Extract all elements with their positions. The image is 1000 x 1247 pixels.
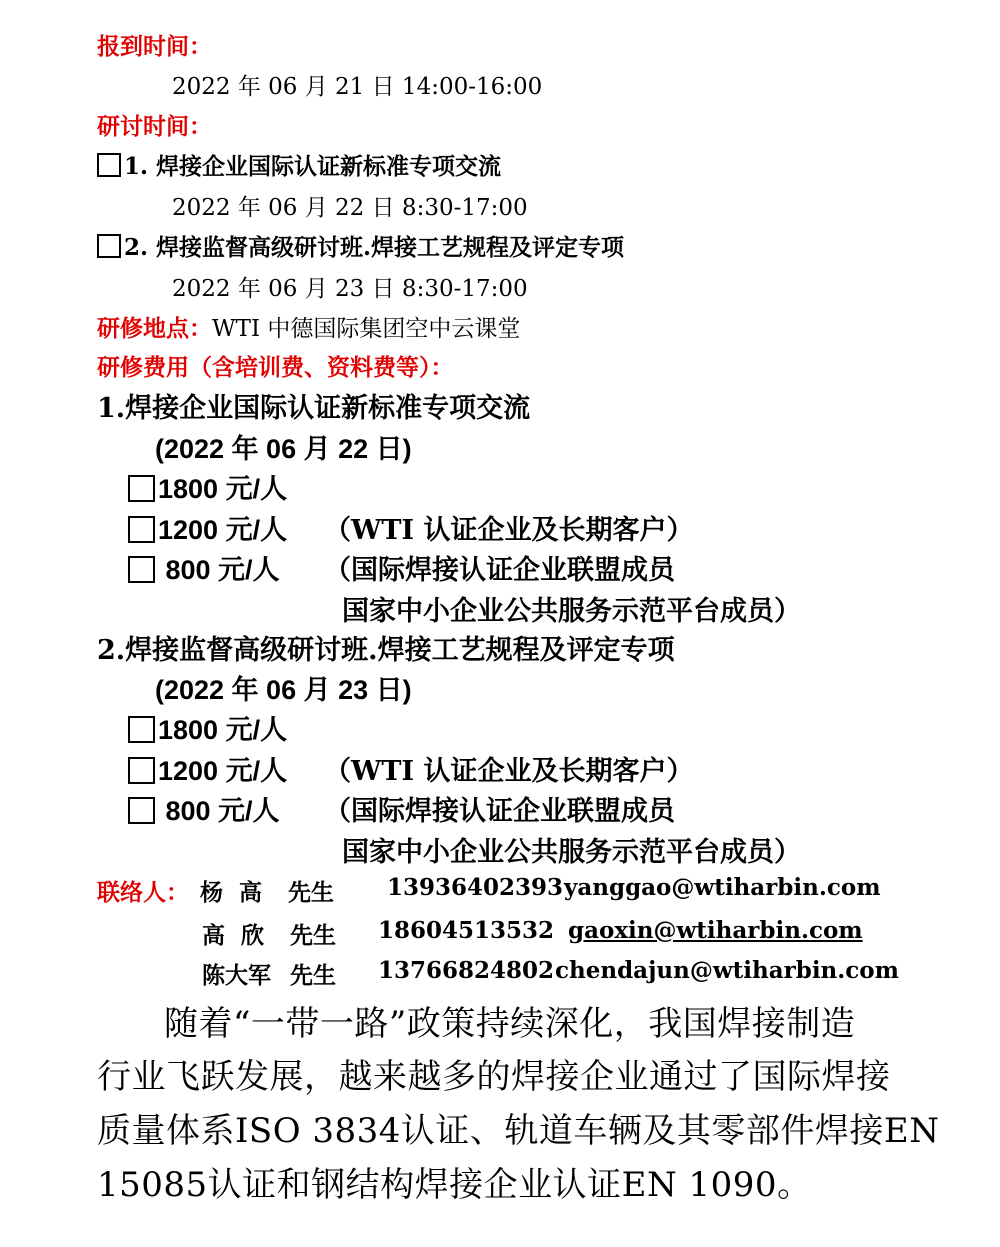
fee-section-1-title: 1.焊接企业国际认证新标准专项交流 [97, 393, 531, 424]
fee-2-option-3-price: 800 元/人 [158, 796, 280, 826]
register-time: 2022 年 06 月 21 日 14:00-16:00 [172, 74, 543, 100]
fee-1-option-3-note: （国际焊接认证企业联盟成员 [324, 555, 675, 586]
fee-1-option-3[interactable] [128, 548, 280, 587]
paragraph-line: 质量体系ISO 3834认证、轨道车辆及其零部件焊接EN [97, 1111, 940, 1151]
fee-2-option-3-note: （国际焊接认证企业联盟成员 [324, 796, 675, 827]
location-row [97, 310, 520, 343]
contact-title: 先生 [290, 962, 336, 989]
contact-phone: 13936402393 [387, 874, 564, 901]
fee-2-option-3[interactable] [128, 789, 280, 828]
paragraph-line: 行业飞跃发展，越来越多的焊接企业通过了国际焊接 [97, 1057, 891, 1097]
paragraph-line: 15085认证和钢结构焊接企业认证EN 1090。 [97, 1165, 812, 1205]
fee-1-option-1-checkbox[interactable] [128, 475, 155, 502]
fee-2-option-3-checkbox[interactable] [128, 797, 155, 824]
seminar-label: 研讨时间： [97, 113, 212, 140]
contact-name: 陈大军 [202, 962, 271, 989]
fee-2-option-1-checkbox[interactable] [128, 716, 155, 743]
fee-2-option-2[interactable] [128, 749, 287, 788]
contact-phone: 13766824802 [378, 957, 555, 984]
fee-section-2-date: (2022 年 06 月 23 日) [155, 675, 412, 705]
fee-1-option-3-note2: 国家中小企业公共服务示范平台成员） [342, 596, 801, 627]
fee-2-option-1[interactable] [128, 708, 287, 747]
register-label: 报到时间： [97, 33, 212, 60]
contact-phone: 18604513532 [378, 917, 555, 944]
fee-1-option-3-checkbox[interactable] [128, 556, 155, 583]
seminar-1-title: 1. 焊接企业国际认证新标准专项交流 [124, 153, 502, 180]
location-label: 研修地点： [97, 315, 212, 342]
contact-email[interactable]: chendajun@wtiharbin.com [555, 957, 899, 984]
fee-1-option-2-checkbox[interactable] [128, 516, 155, 543]
seminar-1-time: 2022 年 06 月 22 日 8:30-17:00 [172, 195, 528, 221]
contact-title: 先生 [288, 879, 334, 906]
fee-1-option-1[interactable] [128, 467, 287, 506]
seminar-option-1[interactable] [97, 148, 501, 181]
fee-section-2-title: 2.焊接监督高级研讨班.焊接工艺规程及评定专项 [97, 635, 675, 666]
fee-1-option-3-price: 800 元/人 [158, 555, 280, 585]
fee-1-option-2[interactable] [128, 508, 287, 547]
seminar-1-checkbox[interactable] [97, 153, 121, 177]
fee-2-option-2-note: （WTI 认证企业及长期客户） [324, 756, 694, 787]
contacts-label: 联络人： [97, 879, 189, 906]
paragraph-line: 随着“一带一路”政策持续深化，我国焊接制造 [164, 1004, 856, 1044]
fee-2-option-3-note2: 国家中小企业公共服务示范平台成员） [342, 837, 801, 868]
seminar-2-time: 2022 年 06 月 23 日 8:30-17:00 [172, 276, 528, 302]
fees-label: 研修费用（含培训费、资料费等）： [97, 354, 454, 381]
seminar-2-title: 2. 焊接监督高级研讨班.焊接工艺规程及评定专项 [124, 234, 625, 261]
contact-row [0, 874, 1000, 904]
contact-row [0, 957, 1000, 987]
fee-1-option-2-price: 1200 元/人 [158, 515, 288, 545]
contact-row [0, 917, 1000, 947]
contact-name: 杨 高 [200, 879, 263, 906]
seminar-2-checkbox[interactable] [97, 234, 121, 258]
fee-2-option-2-checkbox[interactable] [128, 757, 155, 784]
fee-1-option-1-price: 1800 元/人 [158, 474, 288, 504]
seminar-option-2[interactable] [97, 229, 624, 262]
contact-name: 高 欣 [202, 922, 265, 949]
location-value: WTI 中德国际集团空中云课堂 [212, 316, 521, 342]
contact-email[interactable]: yanggao@wtiharbin.com [564, 874, 881, 901]
fee-1-option-2-note: （WTI 认证企业及长期客户） [324, 515, 694, 546]
contact-title: 先生 [290, 922, 336, 949]
fee-section-1-date: (2022 年 06 月 22 日) [155, 434, 412, 464]
contact-email-link[interactable]: gaoxin@wtiharbin.com [568, 917, 863, 944]
fee-2-option-1-price: 1800 元/人 [158, 715, 288, 745]
fee-2-option-2-price: 1200 元/人 [158, 756, 288, 786]
